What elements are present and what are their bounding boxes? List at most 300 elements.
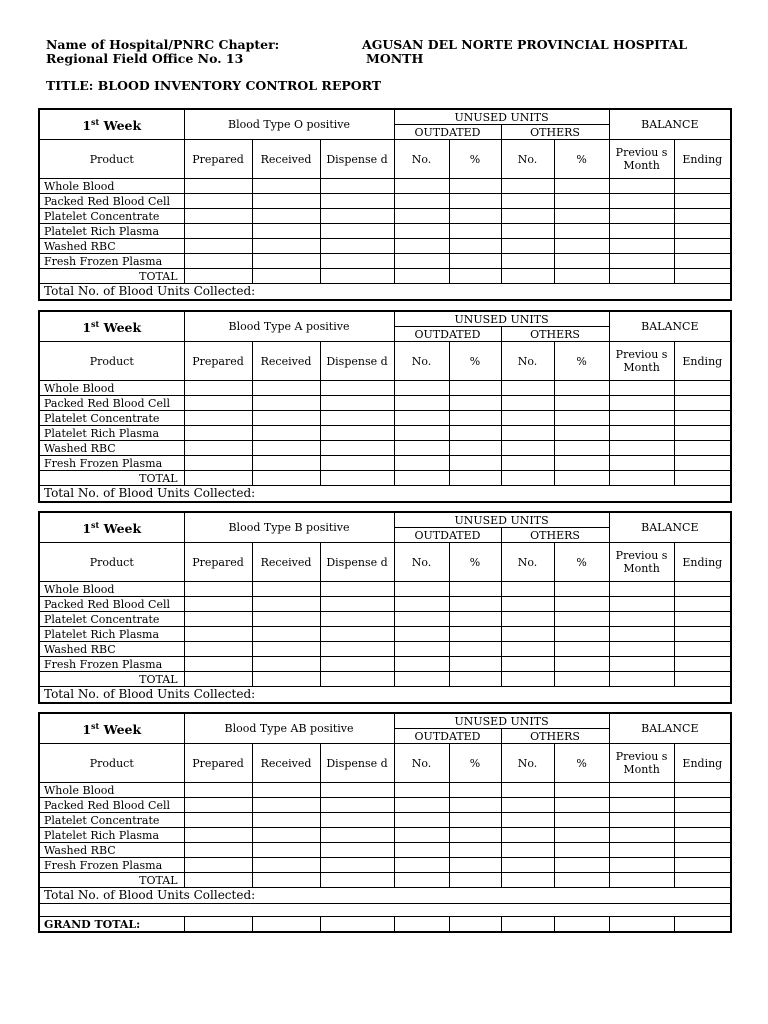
entry-cell[interactable] bbox=[252, 239, 320, 254]
entry-cell[interactable] bbox=[674, 858, 731, 873]
entry-cell[interactable] bbox=[184, 627, 252, 642]
entry-cell[interactable] bbox=[184, 411, 252, 426]
outdated-pct-header: % bbox=[449, 543, 501, 582]
entry-cell[interactable] bbox=[449, 582, 501, 597]
entry-cell[interactable] bbox=[394, 597, 449, 612]
previous-month-header: Previou s Month bbox=[609, 744, 674, 783]
entry-cell[interactable] bbox=[184, 858, 252, 873]
total-cell[interactable] bbox=[320, 672, 394, 687]
entry-cell[interactable] bbox=[394, 239, 449, 254]
entry-cell[interactable] bbox=[394, 858, 449, 873]
total-cell[interactable] bbox=[184, 873, 252, 888]
entry-cell[interactable] bbox=[501, 426, 554, 441]
entry-cell[interactable] bbox=[674, 456, 731, 471]
product-name: Fresh Frozen Plasma bbox=[39, 456, 184, 471]
entry-cell[interactable] bbox=[554, 582, 609, 597]
entry-cell[interactable] bbox=[320, 456, 394, 471]
entry-cell[interactable] bbox=[554, 411, 609, 426]
entry-cell[interactable] bbox=[184, 381, 252, 396]
entry-cell[interactable] bbox=[449, 239, 501, 254]
total-cell[interactable] bbox=[501, 471, 554, 486]
entry-cell[interactable] bbox=[394, 224, 449, 239]
entry-cell[interactable] bbox=[674, 396, 731, 411]
total-cell[interactable] bbox=[449, 471, 501, 486]
total-cell[interactable] bbox=[252, 471, 320, 486]
entry-cell[interactable] bbox=[501, 456, 554, 471]
entry-cell[interactable] bbox=[609, 254, 674, 269]
entry-cell[interactable] bbox=[449, 381, 501, 396]
entry-cell[interactable] bbox=[449, 254, 501, 269]
entry-cell[interactable] bbox=[320, 194, 394, 209]
entry-cell[interactable] bbox=[252, 411, 320, 426]
entry-cell[interactable] bbox=[394, 411, 449, 426]
total-cell[interactable] bbox=[501, 269, 554, 284]
entry-cell[interactable] bbox=[609, 642, 674, 657]
entry-cell[interactable] bbox=[394, 657, 449, 672]
entry-cell[interactable] bbox=[609, 813, 674, 828]
entry-cell[interactable] bbox=[320, 612, 394, 627]
entry-cell[interactable] bbox=[501, 612, 554, 627]
entry-cell[interactable] bbox=[501, 843, 554, 858]
entry-cell[interactable] bbox=[501, 642, 554, 657]
entry-cell[interactable] bbox=[394, 209, 449, 224]
grand-total-cell[interactable] bbox=[554, 917, 609, 933]
received-header: Received bbox=[252, 342, 320, 381]
grand-total-cell[interactable] bbox=[394, 917, 449, 933]
entry-cell[interactable] bbox=[674, 612, 731, 627]
entry-cell[interactable] bbox=[449, 828, 501, 843]
entry-cell[interactable] bbox=[609, 209, 674, 224]
entry-cell[interactable] bbox=[394, 783, 449, 798]
entry-cell[interactable] bbox=[394, 813, 449, 828]
entry-cell[interactable] bbox=[674, 194, 731, 209]
grand-total-cell[interactable] bbox=[609, 917, 674, 933]
entry-cell[interactable] bbox=[554, 209, 609, 224]
total-cell[interactable] bbox=[609, 672, 674, 687]
blood-type-label: Blood Type AB positive bbox=[184, 713, 394, 744]
entry-cell[interactable] bbox=[394, 179, 449, 194]
total-cell[interactable] bbox=[252, 873, 320, 888]
entry-cell[interactable] bbox=[184, 813, 252, 828]
entry-cell[interactable] bbox=[501, 224, 554, 239]
product-name: Platelet Rich Plasma bbox=[39, 627, 184, 642]
entry-cell[interactable] bbox=[449, 627, 501, 642]
entry-cell[interactable] bbox=[184, 828, 252, 843]
entry-cell[interactable] bbox=[674, 426, 731, 441]
entry-cell[interactable] bbox=[674, 441, 731, 456]
entry-cell[interactable] bbox=[320, 224, 394, 239]
entry-cell[interactable] bbox=[554, 426, 609, 441]
total-cell[interactable] bbox=[184, 672, 252, 687]
entry-cell[interactable] bbox=[320, 798, 394, 813]
entry-cell[interactable] bbox=[501, 783, 554, 798]
entry-cell[interactable] bbox=[609, 411, 674, 426]
entry-cell[interactable] bbox=[501, 179, 554, 194]
entry-cell[interactable] bbox=[252, 843, 320, 858]
entry-cell[interactable] bbox=[184, 239, 252, 254]
table-row bbox=[39, 426, 731, 441]
others-pct-header: % bbox=[554, 744, 609, 783]
entry-cell[interactable] bbox=[554, 254, 609, 269]
entry-cell[interactable] bbox=[554, 441, 609, 456]
entry-cell[interactable] bbox=[320, 858, 394, 873]
office-label: Regional Field Office No. 13 bbox=[46, 51, 244, 66]
table-row bbox=[39, 798, 731, 813]
entry-cell[interactable] bbox=[674, 627, 731, 642]
entry-cell[interactable] bbox=[501, 597, 554, 612]
entry-cell[interactable] bbox=[449, 179, 501, 194]
total-cell[interactable] bbox=[252, 269, 320, 284]
entry-cell[interactable] bbox=[449, 597, 501, 612]
entry-cell[interactable] bbox=[320, 396, 394, 411]
entry-cell[interactable] bbox=[184, 657, 252, 672]
entry-cell[interactable] bbox=[320, 209, 394, 224]
entry-cell[interactable] bbox=[501, 239, 554, 254]
entry-cell[interactable] bbox=[554, 239, 609, 254]
entry-cell[interactable] bbox=[320, 582, 394, 597]
total-cell[interactable] bbox=[252, 672, 320, 687]
ending-header: Ending bbox=[674, 342, 731, 381]
entry-cell[interactable] bbox=[449, 194, 501, 209]
entry-cell[interactable] bbox=[252, 396, 320, 411]
table-row bbox=[39, 396, 731, 411]
entry-cell[interactable] bbox=[554, 783, 609, 798]
entry-cell[interactable] bbox=[554, 456, 609, 471]
total-cell[interactable] bbox=[394, 672, 449, 687]
entry-cell[interactable] bbox=[609, 828, 674, 843]
entry-cell[interactable] bbox=[501, 411, 554, 426]
entry-cell[interactable] bbox=[449, 813, 501, 828]
grand-total-cell[interactable] bbox=[184, 917, 252, 933]
entry-cell[interactable] bbox=[184, 179, 252, 194]
entry-cell[interactable] bbox=[449, 396, 501, 411]
entry-cell[interactable] bbox=[501, 828, 554, 843]
entry-cell[interactable] bbox=[184, 642, 252, 657]
entry-cell[interactable] bbox=[184, 209, 252, 224]
week-label bbox=[39, 512, 184, 543]
entry-cell[interactable] bbox=[320, 642, 394, 657]
total-cell[interactable] bbox=[554, 672, 609, 687]
entry-cell[interactable] bbox=[554, 858, 609, 873]
entry-cell[interactable] bbox=[554, 612, 609, 627]
entry-cell[interactable] bbox=[609, 426, 674, 441]
entry-cell[interactable] bbox=[674, 657, 731, 672]
entry-cell[interactable] bbox=[394, 441, 449, 456]
entry-cell[interactable] bbox=[449, 411, 501, 426]
entry-cell[interactable] bbox=[394, 396, 449, 411]
entry-cell[interactable] bbox=[501, 813, 554, 828]
entry-cell[interactable] bbox=[252, 828, 320, 843]
entry-cell[interactable] bbox=[609, 224, 674, 239]
entry-cell[interactable] bbox=[674, 254, 731, 269]
entry-cell[interactable] bbox=[674, 798, 731, 813]
entry-cell[interactable] bbox=[501, 657, 554, 672]
outdated-pct-header: % bbox=[449, 342, 501, 381]
table-row bbox=[39, 642, 731, 657]
entry-cell[interactable] bbox=[394, 254, 449, 269]
entry-cell[interactable] bbox=[252, 597, 320, 612]
total-cell[interactable] bbox=[449, 269, 501, 284]
total-cell[interactable] bbox=[449, 873, 501, 888]
entry-cell[interactable] bbox=[609, 597, 674, 612]
total-cell[interactable] bbox=[674, 873, 731, 888]
entry-cell[interactable] bbox=[184, 783, 252, 798]
entry-cell[interactable] bbox=[252, 426, 320, 441]
entry-cell[interactable] bbox=[674, 209, 731, 224]
prepared-header: Prepared bbox=[184, 140, 252, 179]
total-cell[interactable] bbox=[394, 873, 449, 888]
entry-cell[interactable] bbox=[394, 456, 449, 471]
entry-cell[interactable] bbox=[320, 239, 394, 254]
entry-cell[interactable] bbox=[449, 441, 501, 456]
total-cell[interactable] bbox=[320, 873, 394, 888]
entry-cell[interactable] bbox=[320, 783, 394, 798]
entry-cell[interactable] bbox=[252, 194, 320, 209]
entry-cell[interactable] bbox=[449, 657, 501, 672]
entry-cell[interactable] bbox=[394, 798, 449, 813]
entry-cell[interactable] bbox=[554, 224, 609, 239]
total-cell[interactable] bbox=[501, 873, 554, 888]
entry-cell[interactable] bbox=[252, 813, 320, 828]
entry-cell[interactable] bbox=[184, 456, 252, 471]
entry-cell[interactable] bbox=[252, 783, 320, 798]
entry-cell[interactable] bbox=[554, 396, 609, 411]
product-name: Packed Red Blood Cell bbox=[39, 597, 184, 612]
entry-cell[interactable] bbox=[554, 381, 609, 396]
entry-cell[interactable] bbox=[252, 627, 320, 642]
entry-cell[interactable] bbox=[609, 381, 674, 396]
entry-cell[interactable] bbox=[554, 194, 609, 209]
entry-cell[interactable] bbox=[252, 582, 320, 597]
entry-cell[interactable] bbox=[394, 381, 449, 396]
outdated-header: OUTDATED bbox=[394, 528, 501, 543]
entry-cell[interactable] bbox=[320, 254, 394, 269]
entry-cell[interactable] bbox=[252, 642, 320, 657]
entry-cell[interactable] bbox=[394, 194, 449, 209]
entry-cell[interactable] bbox=[609, 441, 674, 456]
entry-cell[interactable] bbox=[554, 828, 609, 843]
entry-cell[interactable] bbox=[252, 798, 320, 813]
blood-type-label: Blood Type A positive bbox=[184, 311, 394, 342]
total-cell[interactable] bbox=[554, 269, 609, 284]
entry-cell[interactable] bbox=[501, 627, 554, 642]
entry-cell[interactable] bbox=[320, 179, 394, 194]
entry-cell[interactable] bbox=[184, 194, 252, 209]
total-cell[interactable] bbox=[554, 873, 609, 888]
entry-cell[interactable] bbox=[320, 627, 394, 642]
received-header: Received bbox=[252, 140, 320, 179]
total-cell[interactable] bbox=[674, 672, 731, 687]
entry-cell[interactable] bbox=[394, 828, 449, 843]
entry-cell[interactable] bbox=[320, 441, 394, 456]
entry-cell[interactable] bbox=[394, 627, 449, 642]
entry-cell[interactable] bbox=[554, 657, 609, 672]
table-row bbox=[39, 411, 731, 426]
total-cell[interactable] bbox=[554, 471, 609, 486]
total-cell[interactable] bbox=[609, 269, 674, 284]
entry-cell[interactable] bbox=[449, 456, 501, 471]
entry-cell[interactable] bbox=[449, 426, 501, 441]
entry-cell[interactable] bbox=[184, 612, 252, 627]
entry-cell[interactable] bbox=[184, 597, 252, 612]
entry-cell[interactable] bbox=[554, 627, 609, 642]
entry-cell[interactable] bbox=[184, 224, 252, 239]
entry-cell[interactable] bbox=[674, 642, 731, 657]
total-cell[interactable] bbox=[184, 471, 252, 486]
total-cell[interactable] bbox=[449, 672, 501, 687]
previous-month-header: Previou s Month bbox=[609, 140, 674, 179]
entry-cell[interactable] bbox=[394, 426, 449, 441]
entry-cell[interactable] bbox=[252, 858, 320, 873]
entry-cell[interactable] bbox=[501, 798, 554, 813]
entry-cell[interactable] bbox=[674, 411, 731, 426]
entry-cell[interactable] bbox=[609, 396, 674, 411]
entry-cell[interactable] bbox=[252, 224, 320, 239]
entry-cell[interactable] bbox=[320, 381, 394, 396]
entry-cell[interactable] bbox=[554, 179, 609, 194]
entry-cell[interactable] bbox=[501, 381, 554, 396]
entry-cell[interactable] bbox=[501, 254, 554, 269]
entry-cell[interactable] bbox=[609, 582, 674, 597]
outdated-header: OUTDATED bbox=[394, 729, 501, 744]
entry-cell[interactable] bbox=[609, 783, 674, 798]
entry-cell[interactable] bbox=[674, 381, 731, 396]
entry-cell[interactable] bbox=[674, 582, 731, 597]
total-cell[interactable] bbox=[394, 269, 449, 284]
entry-cell[interactable] bbox=[320, 411, 394, 426]
total-cell[interactable] bbox=[394, 471, 449, 486]
ending-header: Ending bbox=[674, 744, 731, 783]
entry-cell[interactable] bbox=[674, 597, 731, 612]
total-cell[interactable] bbox=[320, 269, 394, 284]
entry-cell[interactable] bbox=[320, 597, 394, 612]
entry-cell[interactable] bbox=[609, 194, 674, 209]
entry-cell[interactable] bbox=[320, 426, 394, 441]
entry-cell[interactable] bbox=[449, 209, 501, 224]
table-row bbox=[39, 843, 731, 858]
grand-total-cell[interactable] bbox=[501, 917, 554, 933]
total-cell[interactable] bbox=[609, 873, 674, 888]
entry-cell[interactable] bbox=[449, 224, 501, 239]
entry-cell[interactable] bbox=[609, 657, 674, 672]
total-cell[interactable] bbox=[320, 471, 394, 486]
entry-cell[interactable] bbox=[554, 642, 609, 657]
entry-cell[interactable] bbox=[554, 843, 609, 858]
entry-cell[interactable] bbox=[609, 239, 674, 254]
total-cell[interactable] bbox=[501, 672, 554, 687]
entry-cell[interactable] bbox=[252, 381, 320, 396]
entry-cell[interactable] bbox=[554, 597, 609, 612]
total-cell[interactable] bbox=[674, 471, 731, 486]
entry-cell[interactable] bbox=[449, 858, 501, 873]
entry-cell[interactable] bbox=[501, 209, 554, 224]
total-cell[interactable] bbox=[184, 269, 252, 284]
entry-cell[interactable] bbox=[501, 194, 554, 209]
balance-header: BALANCE bbox=[609, 512, 731, 543]
table-row bbox=[39, 179, 731, 194]
entry-cell[interactable] bbox=[252, 612, 320, 627]
grand-total-cell[interactable] bbox=[320, 917, 394, 933]
outdated-header: OUTDATED bbox=[394, 327, 501, 342]
entry-cell[interactable] bbox=[449, 798, 501, 813]
entry-cell[interactable] bbox=[609, 179, 674, 194]
entry-cell[interactable] bbox=[252, 179, 320, 194]
others-pct-header: % bbox=[554, 342, 609, 381]
entry-cell[interactable] bbox=[609, 456, 674, 471]
product-name: Washed RBC bbox=[39, 642, 184, 657]
entry-cell[interactable] bbox=[674, 843, 731, 858]
units-collected-label: Total No. of Blood Units Collected: bbox=[39, 888, 731, 904]
entry-cell[interactable] bbox=[609, 798, 674, 813]
entry-cell[interactable] bbox=[394, 642, 449, 657]
entry-cell[interactable] bbox=[609, 612, 674, 627]
entry-cell[interactable] bbox=[674, 783, 731, 798]
entry-cell[interactable] bbox=[320, 843, 394, 858]
entry-cell[interactable] bbox=[554, 798, 609, 813]
entry-cell[interactable] bbox=[609, 627, 674, 642]
table-row bbox=[39, 783, 731, 798]
entry-cell[interactable] bbox=[320, 828, 394, 843]
entry-cell[interactable] bbox=[184, 798, 252, 813]
entry-cell[interactable] bbox=[320, 813, 394, 828]
entry-cell[interactable] bbox=[674, 813, 731, 828]
entry-cell[interactable] bbox=[501, 858, 554, 873]
entry-cell[interactable] bbox=[252, 209, 320, 224]
entry-cell[interactable] bbox=[501, 582, 554, 597]
entry-cell[interactable] bbox=[184, 843, 252, 858]
entry-cell[interactable] bbox=[320, 657, 394, 672]
entry-cell[interactable] bbox=[184, 396, 252, 411]
entry-cell[interactable] bbox=[501, 441, 554, 456]
entry-cell[interactable] bbox=[609, 858, 674, 873]
entry-cell[interactable] bbox=[394, 843, 449, 858]
entry-cell[interactable] bbox=[554, 813, 609, 828]
entry-cell[interactable] bbox=[609, 843, 674, 858]
entry-cell[interactable] bbox=[252, 657, 320, 672]
others-header: OTHERS bbox=[501, 327, 609, 342]
entry-cell[interactable] bbox=[394, 582, 449, 597]
table-row bbox=[39, 828, 731, 843]
grand-total-cell[interactable] bbox=[674, 917, 731, 933]
others-no-header: No. bbox=[501, 140, 554, 179]
entry-cell[interactable] bbox=[184, 582, 252, 597]
entry-cell[interactable] bbox=[252, 254, 320, 269]
grand-total-cell[interactable] bbox=[252, 917, 320, 933]
entry-cell[interactable] bbox=[449, 843, 501, 858]
product-name: Platelet Rich Plasma bbox=[39, 828, 184, 843]
entry-cell[interactable] bbox=[449, 642, 501, 657]
entry-cell[interactable] bbox=[252, 441, 320, 456]
entry-cell[interactable] bbox=[501, 396, 554, 411]
entry-cell[interactable] bbox=[184, 441, 252, 456]
entry-cell[interactable] bbox=[674, 828, 731, 843]
entry-cell[interactable] bbox=[674, 179, 731, 194]
month-label: MONTH bbox=[366, 51, 424, 66]
total-cell[interactable] bbox=[609, 471, 674, 486]
grand-total-cell[interactable] bbox=[449, 917, 501, 933]
entry-cell[interactable] bbox=[184, 426, 252, 441]
entry-cell[interactable] bbox=[674, 239, 731, 254]
entry-cell[interactable] bbox=[252, 456, 320, 471]
entry-cell[interactable] bbox=[394, 612, 449, 627]
entry-cell[interactable] bbox=[449, 612, 501, 627]
table-row bbox=[39, 239, 731, 254]
entry-cell[interactable] bbox=[449, 783, 501, 798]
product-header: Product bbox=[39, 543, 184, 582]
entry-cell[interactable] bbox=[674, 224, 731, 239]
total-cell[interactable] bbox=[674, 269, 731, 284]
entry-cell[interactable] bbox=[184, 254, 252, 269]
